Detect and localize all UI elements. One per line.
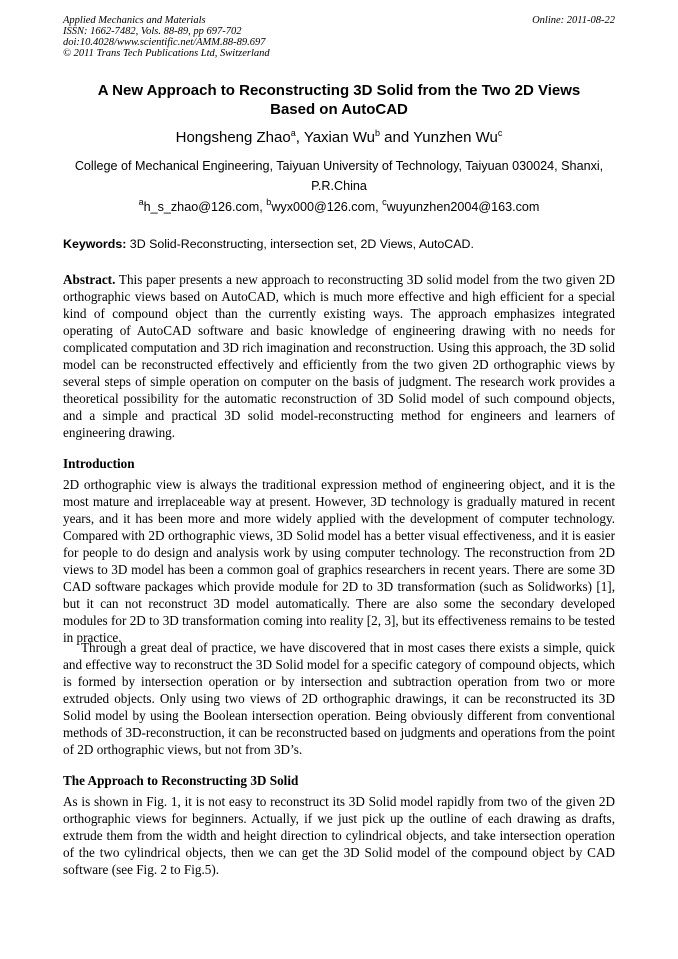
- email-mark: c: [382, 197, 387, 207]
- affiliation-line-2: P.R.China: [311, 179, 367, 193]
- author-name: Yaxian Wu: [303, 129, 375, 146]
- email-address[interactable]: wyx000@126.com: [271, 200, 376, 214]
- author-separator: ,: [295, 129, 304, 146]
- author-name: Yunzhen Wu: [413, 129, 498, 146]
- keywords: [63, 236, 615, 252]
- issn-line: ISSN: 1662-7482, Vols. 88-89, pp 697-702: [63, 26, 242, 37]
- email-address[interactable]: h_s_zhao@126.com: [143, 200, 260, 214]
- journal-header: [63, 15, 615, 59]
- paper-title: [63, 81, 615, 119]
- keywords-label: Keywords:: [63, 237, 127, 251]
- abstract: [63, 271, 615, 441]
- email-separator: ,: [375, 200, 383, 214]
- email-separator: ,: [259, 200, 267, 214]
- abstract-text: This paper presents a new approach to reconstructing 3D solid model from the two given 2D orthographic views based on AutoCAD, which is much more effective and high efficient for a special kind of compound object than the currently existing ways. The approach emphasizes integrated operating of AutoCAD software and basic knowledge of engineering drawing with no needs for complicated computation and 3D rich imagination and reconstruction. Using this approach, the 3D solid model can be reconstructed effectively and efficiently from the two given 2D orthographic views by several steps of simple operation on computer on the basis of judgment. The research work provides a theoretical possibility for the automatic reconstruction of 3D Solid model of such compound objects, and a simple and practical 3D solid model-reconstructing method for engineers and learners of engineering drawing.: [63, 272, 615, 440]
- email-mark: a: [138, 197, 144, 207]
- author-list: [63, 129, 615, 147]
- affiliation-line-1: College of Mechanical Engineering, Taiyuan University of Technology, Taiyuan 030024, Shanxi,: [74, 159, 604, 173]
- copyright-line: © 2011 Trans Tech Publications Ltd, Switzerland: [63, 48, 270, 59]
- journal-name: Applied Mechanics and Materials: [63, 15, 206, 26]
- abstract-label: Abstract.: [63, 272, 116, 287]
- introduction-paragraph-2: Through a great deal of practice, we have discovered that in most cases there exists a simple, quick and effective way to reconstruct the 3D Solid model for a specific category of compound objects, which is formed by intersection operation or by intersection and subtraction operation from two or more extruded objects. Only using two views of 2D orthographic drawings, it can be reconstructed its 3D Solid model by using the Boolean intersection operation. Being obviously different from conventional methods of 3D-reconstruction, it can be reconstructed based on judgments and operations from the point of 2D orthographic views, but not from 3D’s.: [63, 640, 615, 757]
- author-affiliation-mark: b: [374, 128, 380, 138]
- online-date: Online: 2011-08-22: [532, 15, 615, 26]
- keywords-text: 3D Solid-Reconstructing, intersection set, 2D Views, AutoCAD.: [126, 237, 474, 251]
- email-list: [63, 199, 615, 215]
- author-affiliation-mark: c: [497, 128, 503, 138]
- email-address[interactable]: wuyunzhen2004@163.com: [386, 200, 540, 214]
- author-separator: and: [379, 129, 414, 146]
- author-name: Hongsheng Zhao: [175, 129, 291, 146]
- affiliation: [63, 156, 615, 196]
- title-line-2: Based on AutoCAD: [270, 101, 408, 118]
- approach-paragraph-1: As is shown in Fig. 1, it is not easy to reconstruct its 3D Solid model rapidly from two of the given 2D orthographic views for beginners. Actually, if we just pick up the outline of each drawing as drafts, extrude them from the width and height direction to cylindrical objects, and take intersection operation of the two cylindrical objects, then we can get the 3D Solid model of the compound object by CAD software (see Fig. 2 to Fig.5).: [63, 794, 615, 877]
- email-mark: b: [266, 197, 272, 207]
- introduction-heading: Introduction: [63, 456, 135, 471]
- title-line-1: A New Approach to Reconstructing 3D Solid from the Two 2D Views: [97, 82, 581, 99]
- doi-line: doi:10.4028/www.scientific.net/AMM.88-89.697: [63, 37, 266, 48]
- author-affiliation-mark: a: [290, 128, 296, 138]
- introduction-paragraph-1: 2D orthographic view is always the traditional expression method of engineering object, and it is the most mature and irreplaceable way at present. However, 3D technology is gradually matured in recent years, and it has been more and more widely applied with the development of computer technology. Compared with 2D orthographic views, 3D Solid model has a better visual effectiveness, and it is easier for people to do design and analysis work by using computer technology. The reconstruction from 2D views to 3D model has been a common goal of graphics researchers in recent years. There are some 3D CAD software packages which provide module for 2D to 3D transformation (such as Solidworks) [1], but it can not reconstruct 3D model automatically. There are also some the secondary developed modules for 2D to 3D transformation coming into reality [2, 3], but its effectiveness remains to be tested in practice.: [63, 477, 615, 645]
- approach-heading: The Approach to Reconstructing 3D Solid: [63, 773, 299, 788]
